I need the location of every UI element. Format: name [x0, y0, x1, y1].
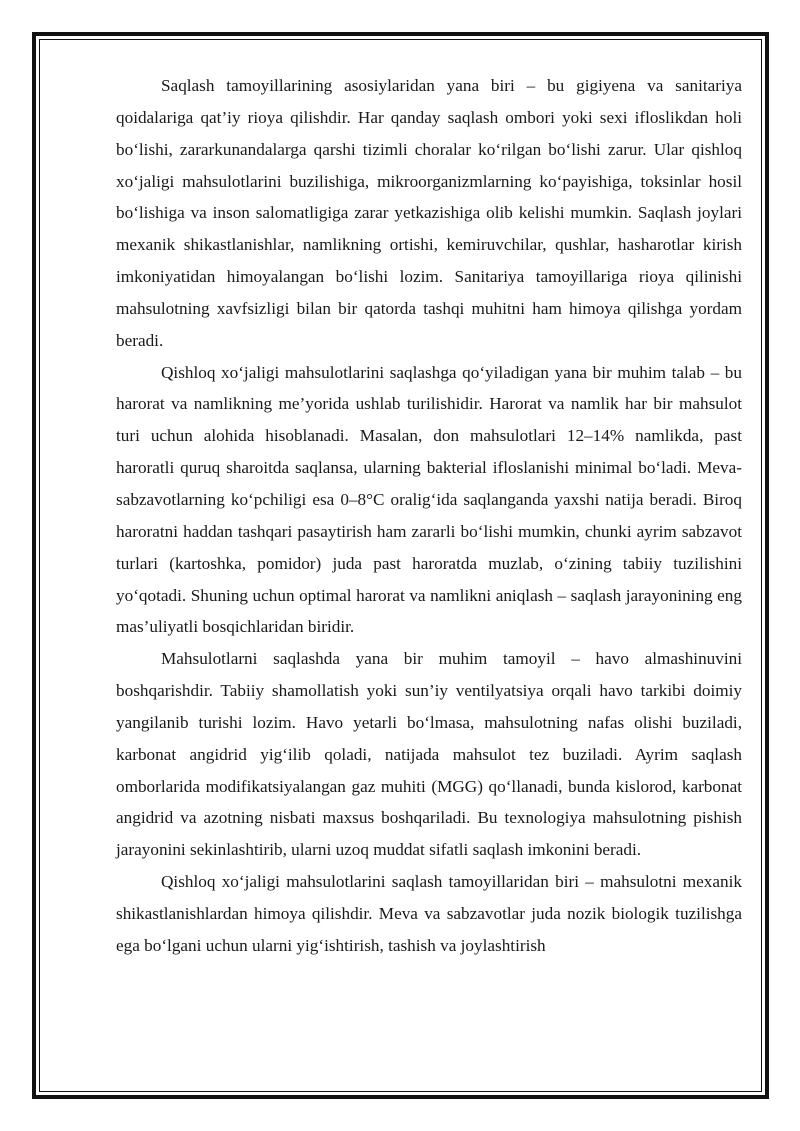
paragraph-temperature-humidity: Qishloq xo‘jaligi mahsulotlarini saqlashga qo‘yiladigan yana bir muhim talab – bu harorat va namlikning me’yorida ushlab turilishidir. Harorat va namlik har bir mahsulot turi uchun alohida hisoblanadi. Masalan, don mahsulotlari 12–14% namlikda, past haroratli quruq sharoitda saqlansa, ularning bakterial ifloslanishi minimal bo‘ladi. Meva-sabzavotlarning ko‘pchiligi esa 0–8°C oralig‘ida saqlanganda yaxshi natija beradi. Biroq haroratni haddan tashqari pasaytirish ham zararli bo‘lishi mumkin, chunki ayrim sabzavot turlari (kartoshka, pomidor) juda past haroratda muzlab, o‘zining tabiiy tuzilishini yo‘qotadi. Shuning uchun optimal harorat va namlikni aniqlash – saqlash jarayonining eng mas’uliyatli bosqichlaridan biridir.	[116, 362, 742, 637]
document-body	[116, 70, 742, 962]
paragraph-air-exchange: Mahsulotlarni saqlashda yana bir muhim tamoyil – havo almashinuvini boshqarishdir. Tabiiy shamollatish yoki sun’iy ventilyatsiya orqali havo tarkibi doimiy yangilanib turishi lozim. Havo yetarli bo‘lmasa, mahsulotning nafas olishi buziladi, karbonat angidrid yig‘ilib qoladi, natijada mahsulot tez buziladi. Ayrim saqlash omborlarida modifikatsiyalangan gaz muhiti (MGG) qo‘llanadi, bunda kislorod, karbonat angidrid va azotning nisbati maxsus boshqariladi. Bu texnologiya mahsulotning pishish jarayonini sekinlashtirib, ularni uzoq muddat sifatli saqlash imkonini beradi.	[116, 649, 742, 860]
paragraph-sanitation: Saqlash tamoyillarining asosiylaridan yana biri – bu gigiyena va sanitariya qoidalariga qat’iy rioya qilishdir. Har qanday saqlash ombori yoki sexi ifloslikdan holi bo‘lishi, zararkunandalarga qarshi tizimli choralar ko‘rilgan bo‘lishi zarur. Ular qishloq xo‘jaligi mahsulotlarini buzilishiga, mikroorganizmlarning ko‘payishiga, toksinlar hosil bo‘lishiga va inson salomatligiga zarar yetkazishiga olib kelishi mumkin. Saqlash joylari mexanik shikastlanishlar, namlikning ortishi, kemiruvchilar, qushlar, hasharotlar kirish imkoniyatidan himoyalangan bo‘lishi lozim. Sanitariya tamoyillariga rioya qilinishi mahsulotning xavfsizligi bilan bir qatorda tashqi muhitni ham himoya qilishga yordam beradi.	[116, 76, 742, 350]
paragraph-mechanical-protection: Qishloq xo‘jaligi mahsulotlarini saqlash tamoyillaridan biri – mahsulotni mexanik shikastlanishlardan himoya qilishdir. Meva va sabzavotlar juda nozik biologik tuzilishga ega bo‘lgani uchun ularni yig‘ishtirish, tashish va joylashtirish	[116, 872, 742, 955]
